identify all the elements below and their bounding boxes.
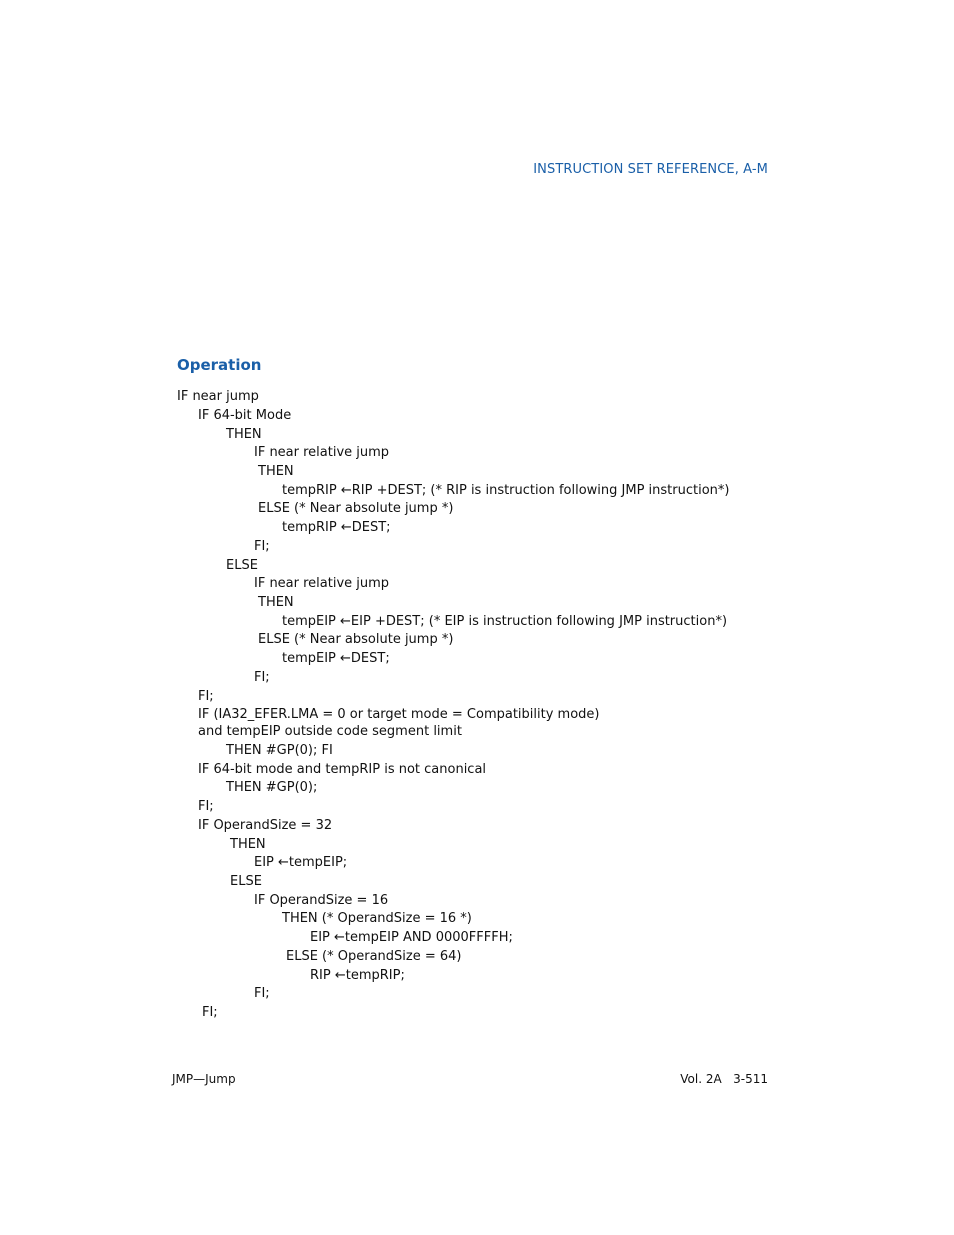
code-line: IF OperandSize = 16 (254, 893, 389, 908)
code-line: ELSE (* Near absolute jump *) (258, 632, 454, 647)
code-line: FI; (254, 670, 270, 685)
code-line: ELSE (230, 874, 262, 889)
code-line: and tempEIP outside code segment limit (198, 724, 462, 739)
code-line: IF near jump (177, 389, 259, 404)
code-line: FI; (254, 539, 270, 554)
section-heading: Operation (177, 356, 262, 374)
code-line: ELSE (* OperandSize = 64) (286, 949, 462, 964)
code-line: FI; (198, 799, 214, 814)
code-line: THEN (* OperandSize = 16 *) (282, 911, 472, 926)
code-line: THEN #GP(0); FI (226, 743, 333, 758)
code-line: THEN #GP(0); (226, 780, 318, 795)
code-line: IF 64-bit mode and tempRIP is not canonical (198, 762, 487, 777)
code-line: ELSE (226, 558, 258, 573)
code-line: THEN (258, 595, 294, 610)
code-line: RIP ←tempRIP; (310, 968, 405, 983)
code-line: FI; (254, 986, 270, 1001)
code-line: THEN (230, 837, 266, 852)
code-line: FI; (202, 1005, 218, 1020)
running-header: INSTRUCTION SET REFERENCE, A-M (533, 162, 768, 177)
code-line: FI; (198, 689, 214, 704)
code-line: ELSE (* Near absolute jump *) (258, 501, 454, 516)
code-line: IF near relative jump (254, 576, 390, 591)
code-line: THEN (226, 427, 262, 442)
code-line: tempRIP ←DEST; (282, 520, 391, 535)
code-line: EIP ←tempEIP; (254, 855, 348, 870)
code-line: EIP ←tempEIP AND 0000FFFFH; (310, 930, 513, 945)
code-line: tempRIP ←RIP +DEST; (* RIP is instruction following JMP instruction*) (282, 483, 730, 498)
footer-title: JMP—Jump (172, 1072, 236, 1086)
code-line: THEN (258, 464, 294, 479)
footer-page-number: Vol. 2A 3-511 (680, 1072, 768, 1086)
code-line: IF (IA32_EFER.LMA = 0 or target mode = Compatibility mode) (198, 707, 600, 722)
code-line: IF OperandSize = 32 (198, 818, 333, 833)
code-line: IF 64-bit Mode (198, 408, 292, 423)
code-line: tempEIP ←EIP +DEST; (* EIP is instruction following JMP instruction*) (282, 614, 728, 629)
code-line: IF near relative jump (254, 445, 390, 460)
code-line: tempEIP ←DEST; (282, 651, 390, 666)
